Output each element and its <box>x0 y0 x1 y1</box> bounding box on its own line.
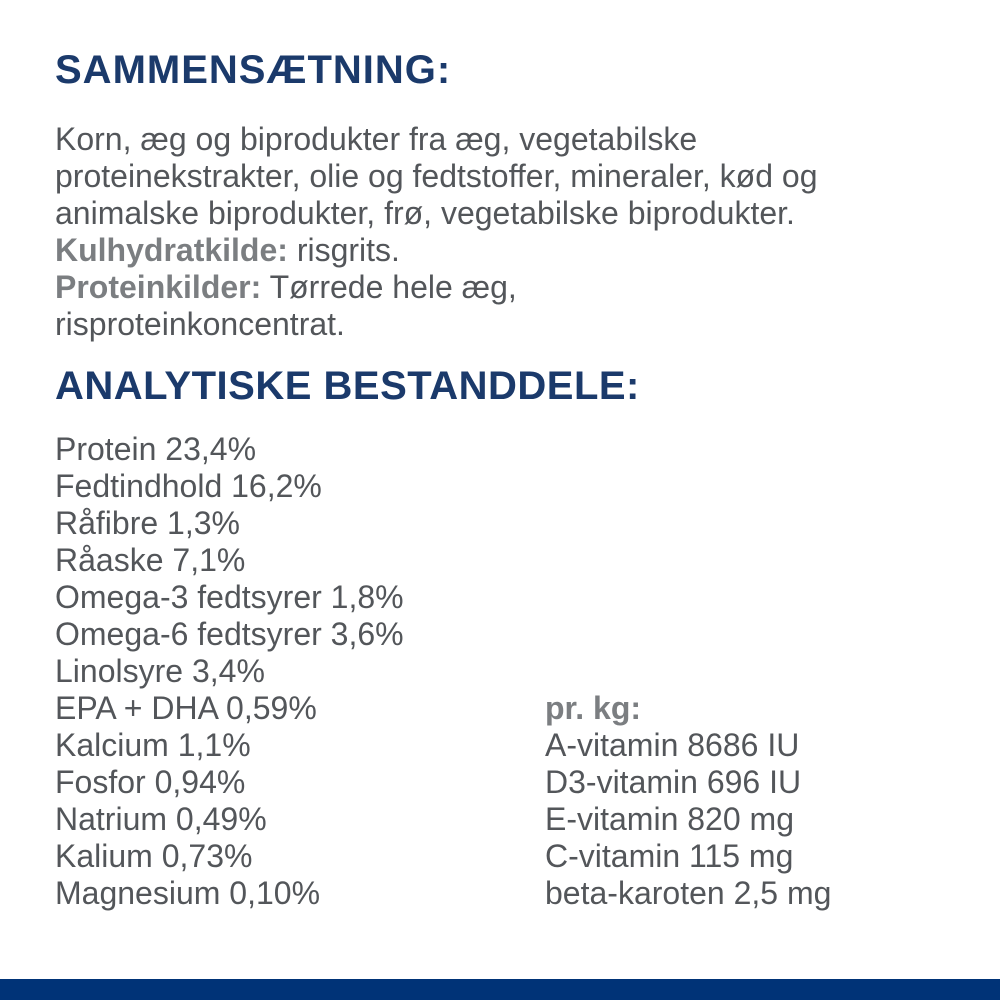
analytical-component: EPA + DHA 0,59% <box>55 690 317 726</box>
analytical-component: Protein 23,4% <box>55 431 257 467</box>
ingredients-text: Korn, æg og biprodukter fra æg, vegetabilske proteinekstrakter, olie og fedtstoffer, mineraler, kød og animalske biprodukter, frø, vegetabilske biprodukter. <box>55 121 818 231</box>
analytical-component: Omega-6 fedtsyrer 3,6% <box>55 616 404 652</box>
per-kg-column <box>545 690 831 912</box>
carbohydrate-source-line <box>55 232 735 269</box>
analytical-component: Fedtindhold 16,2% <box>55 468 322 504</box>
per-kg-item: A-vitamin 8686 IU <box>545 727 800 763</box>
analytical-component: Magnesium 0,10% <box>55 875 321 911</box>
analytical-component: Kalium 0,73% <box>55 838 253 874</box>
label-content <box>55 48 960 912</box>
analytical-component: Råaske 7,1% <box>55 542 246 578</box>
carbohydrate-source-label: Kulhydratkilde: <box>55 232 288 268</box>
per-kg-list <box>545 727 831 912</box>
protein-source-value: Tørrede hele æg, risproteinkoncentrat. <box>55 269 517 342</box>
protein-source-label: Proteinkilder: <box>55 269 262 305</box>
carbohydrate-source-value: risgrits. <box>287 232 400 268</box>
analytical-component: Omega-3 fedtsyrer 1,8% <box>55 579 404 615</box>
analytical-component: Råfibre 1,3% <box>55 505 240 541</box>
protein-source-line <box>55 269 735 343</box>
composition-title: SAMMENSÆTNING: <box>55 48 452 92</box>
per-kg-item: D3-vitamin 696 IU <box>545 764 802 800</box>
analytical-component: Linolsyre 3,4% <box>55 653 265 689</box>
analytical-component: Fosfor 0,94% <box>55 764 246 800</box>
footer-bar <box>0 979 1000 1000</box>
per-kg-item: beta-karoten 2,5 mg <box>545 875 832 911</box>
per-kg-item: E-vitamin 820 mg <box>545 801 794 837</box>
per-kg-item: C-vitamin 115 mg <box>545 838 794 874</box>
analytical-component: Natrium 0,49% <box>55 801 267 837</box>
per-kg-label: pr. kg: <box>545 690 642 726</box>
analytical-columns <box>55 431 960 912</box>
analytical-component: Kalcium 1,1% <box>55 727 251 763</box>
analytical-title: ANALYTISKE BESTANDDELE: <box>55 364 640 408</box>
